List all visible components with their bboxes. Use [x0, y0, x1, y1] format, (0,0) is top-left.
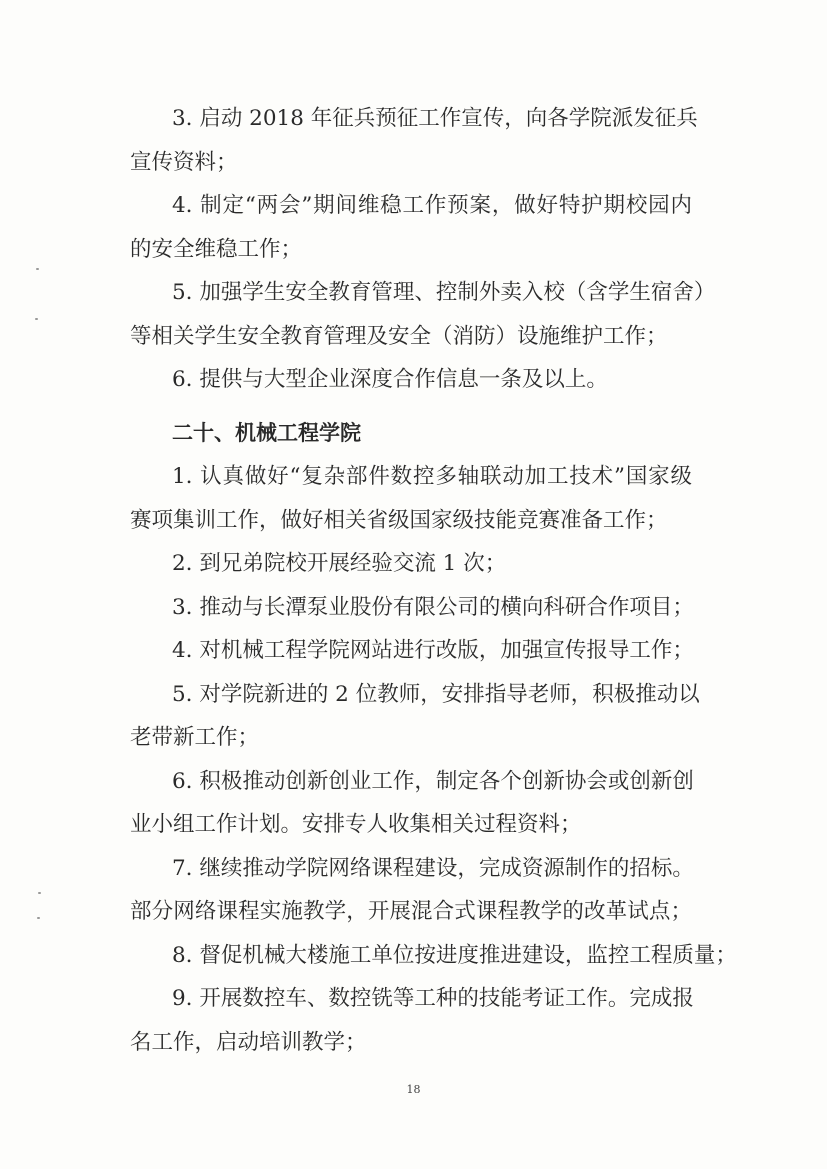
- text-line: 3. 启动 2018 年征兵预征工作宣传，向各学院派发征兵: [172, 106, 698, 131]
- text-line: 9. 开展数控车、数控铣等工种的技能考证工作。完成报: [172, 986, 694, 1011]
- text-line: 5. 对学院新进的 2 位教师，安排指导老师，积极推动以: [172, 681, 700, 707]
- list-item: [130, 97, 698, 184]
- text-line: 4. 对机械工程学院网站进行改版，加强宣传报导工作；: [172, 638, 694, 663]
- text-line: 名工作，启动培训教学；: [130, 1029, 367, 1055]
- text-line: 4. 制定“两会”期间维稳工作预案，做好特护期校园内: [172, 193, 692, 218]
- text-line: 等相关学生安全教育管理及安全（消防）设施维护工作；: [130, 323, 668, 349]
- text-line: 1. 认真做好“复杂部件数控多轴联动加工技术”国家级: [172, 464, 692, 489]
- text-line: 赛项集训工作，做好相关省级国家级技能竞赛准备工作；: [130, 507, 668, 533]
- text-line: 3. 推动与长潭泵业股份有限公司的横向科研合作项目；: [172, 594, 694, 620]
- document-body: [130, 97, 737, 1064]
- list-item: [130, 629, 692, 673]
- list-item: [130, 847, 692, 934]
- text-line: 业小组工作计划。安排专人收集相关过程资料；: [130, 812, 582, 837]
- scan-speck: [38, 892, 41, 894]
- text-line: 老带新工作；: [130, 725, 260, 750]
- list-item: [130, 455, 692, 542]
- list-item: [130, 184, 692, 271]
- text-line: 6. 积极推动创新创业工作，制定各个创新协会或创新创: [172, 768, 694, 794]
- text-line: 部分网络课程实施教学，开展混合式课程教学的改革试点；: [130, 899, 692, 924]
- scan-speck: [36, 268, 39, 270]
- text-line: 宣传资料；: [130, 149, 238, 175]
- list-item: [130, 673, 700, 760]
- page-number: 18: [406, 1083, 421, 1096]
- list-item: [130, 271, 716, 358]
- text-line: 5. 加强学生安全教育管理、控制外卖入校（含学生宿舍）: [172, 280, 716, 305]
- section-heading: 二十、机械工程学院: [172, 420, 361, 445]
- text-line: 的安全维稳工作；: [130, 236, 303, 262]
- text-line: 6. 提供与大型企业深度合作信息一条及以上。: [172, 367, 608, 392]
- list-item: [130, 542, 692, 586]
- list-item: [130, 934, 737, 978]
- text-line: 7. 继续推动学院网络课程建设，完成资源制作的招标。: [172, 855, 694, 881]
- scan-speck: [35, 318, 38, 320]
- scan-speck: [37, 917, 40, 919]
- list-item: [130, 358, 692, 402]
- list-item: [130, 977, 692, 1064]
- list-item: [130, 760, 692, 847]
- list-item: [130, 586, 692, 630]
- text-line: 8. 督促机械大楼施工单位按进度推进建设，监控工程质量；: [172, 942, 737, 968]
- text-line: 2. 到兄弟院校开展经验交流 1 次；: [172, 551, 507, 576]
